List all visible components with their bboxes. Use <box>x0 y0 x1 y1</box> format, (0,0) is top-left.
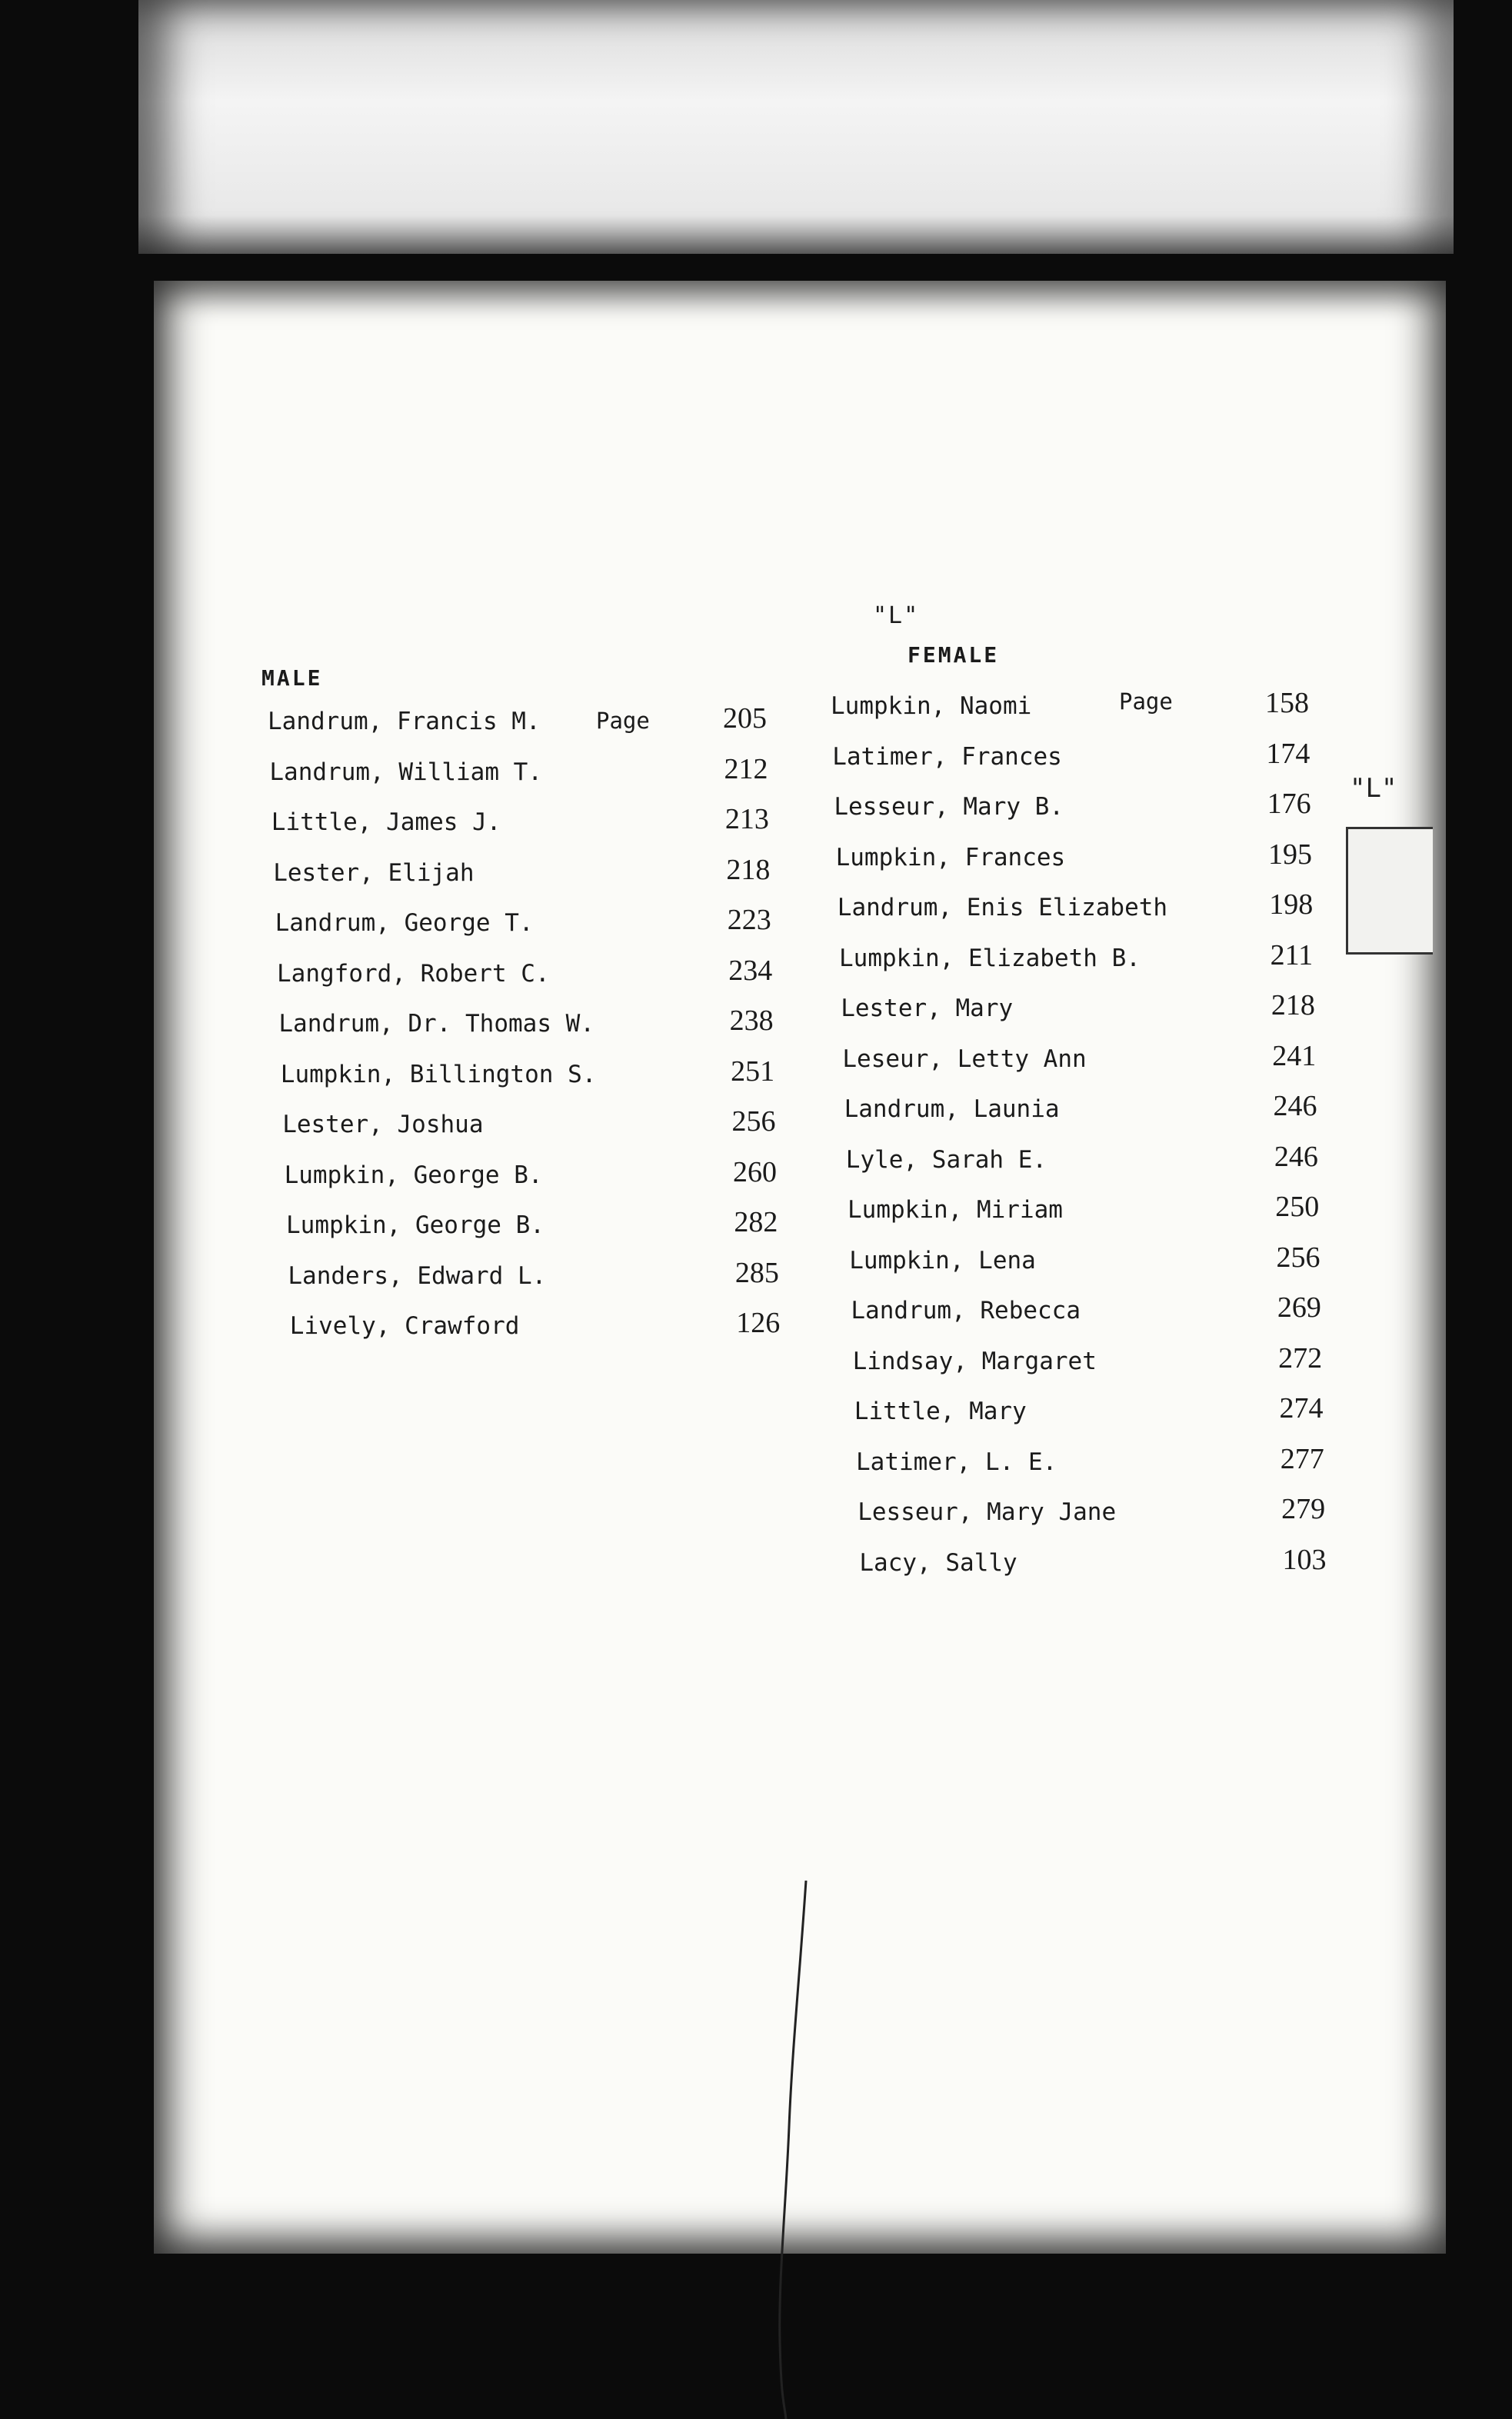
female-entry-name: Landrum, Rebecca <box>851 1297 1081 1324</box>
female-entry-page: 198 <box>1269 888 1314 921</box>
female-entry-page: 250 <box>1275 1191 1320 1223</box>
female-entry-page: 246 <box>1274 1140 1318 1173</box>
male-entry-page: 212 <box>724 752 768 785</box>
female-entry-page: 272 <box>1278 1341 1323 1374</box>
male-entry-page: 234 <box>728 954 773 987</box>
female-entry-name: Lumpkin, Lena <box>849 1246 1036 1274</box>
male-entry-page: 223 <box>727 904 771 936</box>
female-entry-name: Lumpkin, Naomi <box>831 692 1032 720</box>
male-entry-page: 285 <box>734 1256 779 1289</box>
female-entry-page: 241 <box>1272 1039 1317 1072</box>
female-entry-page: 195 <box>1267 838 1312 871</box>
female-entry-name: Landrum, Launia <box>844 1095 1060 1123</box>
female-entry-name: Lesseur, Mary B. <box>834 793 1064 821</box>
male-entry-name: Lumpkin, George B. <box>286 1211 545 1239</box>
female-entry-name: Little, Mary <box>854 1398 1027 1425</box>
male-entry-name: Lester, Joshua <box>282 1111 484 1138</box>
male-entry-page: 205 <box>723 702 767 735</box>
female-entry-page: 174 <box>1266 737 1311 770</box>
female-entry-page: 176 <box>1267 788 1311 820</box>
previous-page-strip <box>138 0 1454 254</box>
male-entry-page: 238 <box>729 1005 774 1037</box>
section-letter-heading: "L" <box>873 602 920 629</box>
male-entry-name: Lively, Crawford <box>289 1312 520 1340</box>
male-entry-page: 256 <box>731 1105 776 1138</box>
male-entry-page: 218 <box>726 853 771 886</box>
male-entry-name: Landrum, William T. <box>269 758 542 786</box>
edge-tab-letter: "L" <box>1350 773 1397 804</box>
female-entry-page: 158 <box>1265 687 1309 719</box>
female-entry-page: 103 <box>1282 1543 1327 1576</box>
female-entry-name: Lesseur, Mary Jane <box>858 1498 1117 1526</box>
female-entry-name: Lacy, Sally <box>859 1548 1017 1577</box>
female-entry-name: Lumpkin, Elizabeth B. <box>839 944 1141 972</box>
female-entry-page: 211 <box>1270 938 1314 971</box>
female-entry-page: 246 <box>1273 1090 1317 1122</box>
male-entry-page: 251 <box>731 1055 775 1088</box>
index-page <box>154 281 1446 2254</box>
female-entry-page: 218 <box>1271 989 1315 1021</box>
female-entry-page: 256 <box>1276 1241 1321 1274</box>
male-entry-page: 213 <box>724 803 769 835</box>
male-entry-name: Lumpkin, George B. <box>284 1161 543 1189</box>
female-entry-name: Lindsay, Margaret <box>852 1347 1097 1375</box>
male-entry-name: Landrum, George T. <box>275 909 534 937</box>
female-entry-page: 277 <box>1280 1442 1324 1475</box>
male-page-label: Page <box>596 708 650 734</box>
edge-tab-box <box>1346 827 1433 955</box>
female-entry-name: Lumpkin, Frances <box>835 843 1066 871</box>
female-entry-name: Lyle, Sarah E. <box>845 1145 1047 1174</box>
male-entry-page: 282 <box>734 1206 778 1238</box>
male-entry-page: 260 <box>732 1155 777 1188</box>
female-entry-name: Latimer, Frances <box>832 742 1062 771</box>
female-entry-page: 269 <box>1277 1291 1321 1324</box>
female-entry-name: Lester, Mary <box>841 995 1014 1022</box>
male-entry-name: Langford, Robert C. <box>277 959 550 988</box>
male-entry-name: Lumpkin, Billington S. <box>280 1060 597 1088</box>
male-entry-name: Little, James J. <box>271 808 501 836</box>
pen-stroke-mark <box>769 1881 815 2419</box>
female-entry-name: Lumpkin, Miriam <box>848 1196 1063 1224</box>
male-entry-name: Landers, Edward L. <box>288 1261 547 1290</box>
female-entry-page: 279 <box>1281 1493 1326 1525</box>
male-column-header: MALE <box>261 665 323 691</box>
female-entry-name: Leseur, Letty Ann <box>842 1045 1087 1073</box>
female-entry-page: 274 <box>1279 1392 1324 1424</box>
female-entry-name: Landrum, Enis Elizabeth <box>837 894 1168 921</box>
female-entry-name: Latimer, L. E. <box>856 1448 1057 1476</box>
female-page-label: Page <box>1119 688 1173 715</box>
male-entry-name: Landrum, Francis M. <box>268 708 541 735</box>
female-column-header: FEMALE <box>908 642 1000 668</box>
male-entry-name: Lester, Elijah <box>273 858 475 887</box>
male-entry-page: 126 <box>736 1307 781 1339</box>
male-entry-name: Landrum, Dr. Thomas W. <box>278 1010 594 1038</box>
